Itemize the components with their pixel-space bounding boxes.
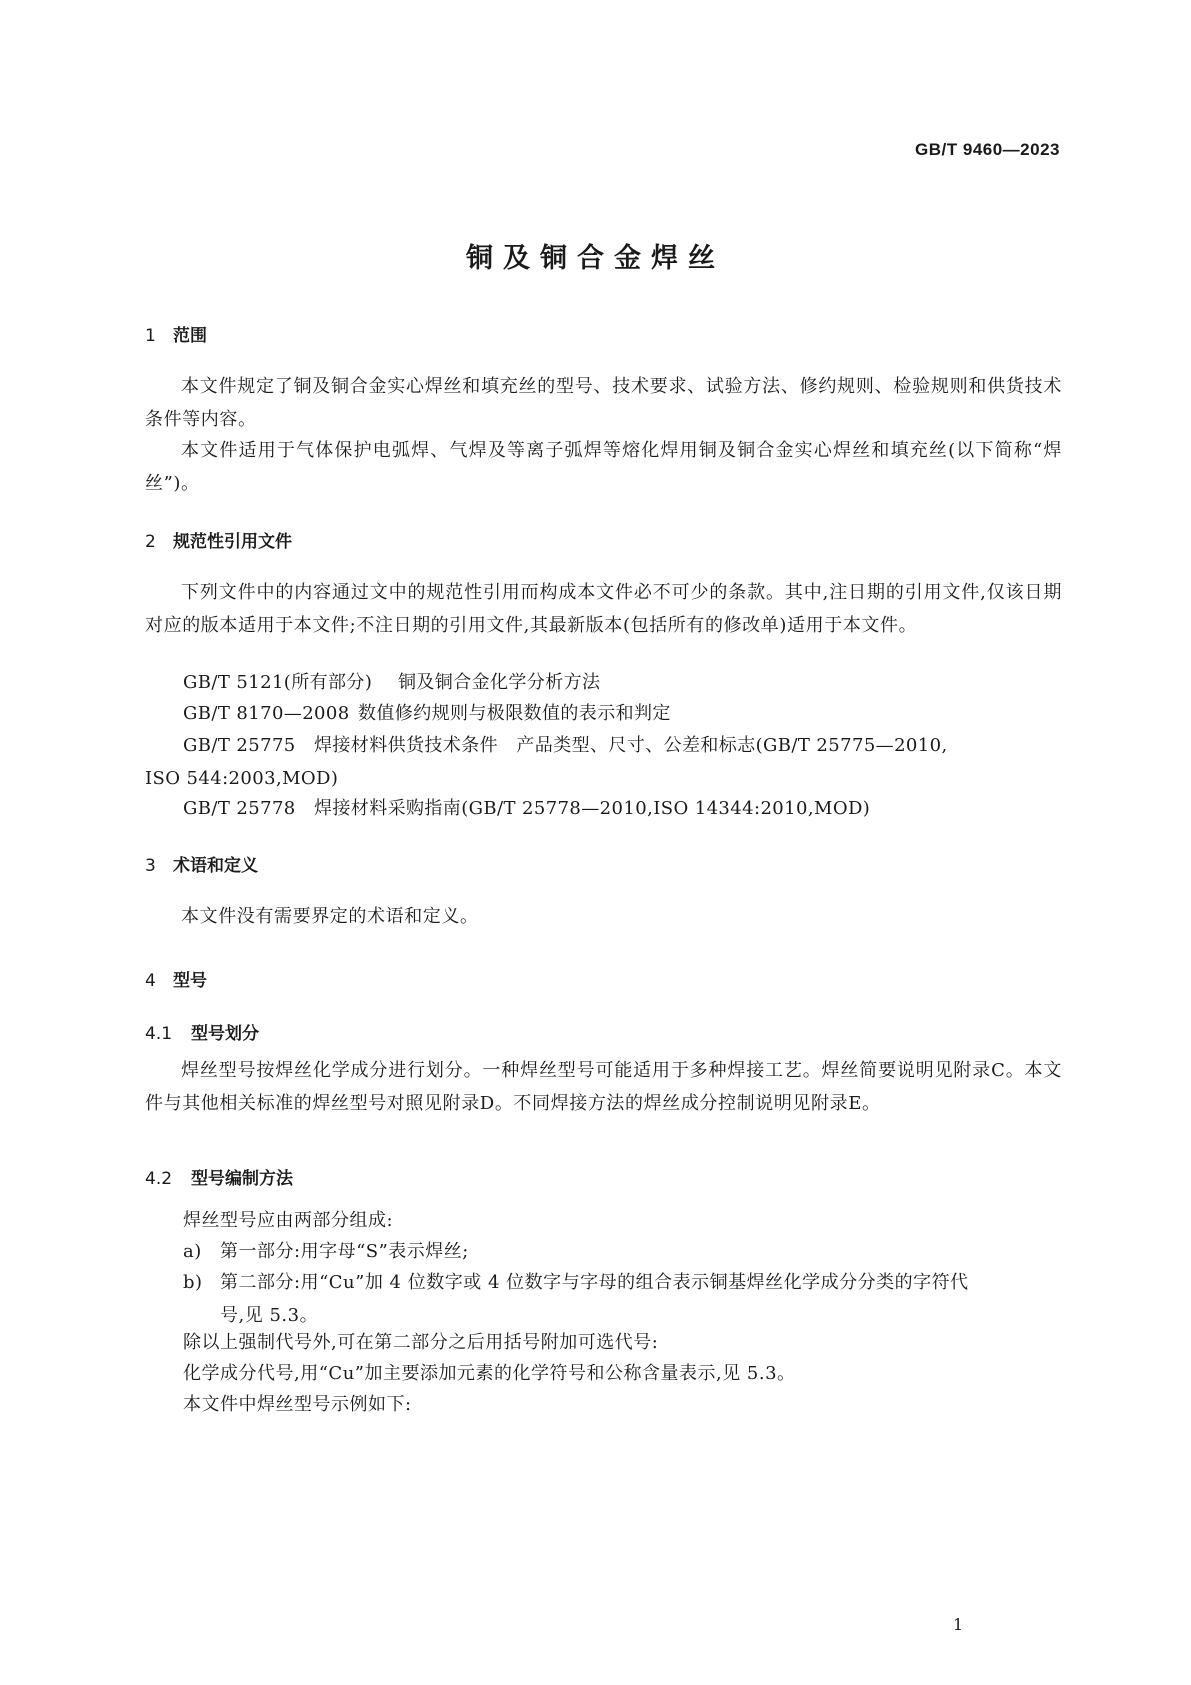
list-continuation: 号,见 5.3。: [220, 1305, 319, 1326]
paragraph: 本文件规定了铜及铜合金实心焊丝和填充丝的型号、技术要求、试验方法、修约规则、检验规则和供货技术条件等内容。: [145, 376, 1062, 430]
section-number: 1: [145, 326, 156, 346]
section-number: 4.2: [145, 1169, 173, 1189]
reference-title: 数值修约规则与极限数值的表示和判定: [358, 703, 671, 724]
reference-title: 铜及铜合金化学分析方法: [398, 672, 601, 693]
reference-item: [183, 792, 1063, 825]
reference-title: 焊接材料供货技术条件 产品类型、尺寸、公差和标志(GB/T 25775—2010,: [314, 735, 948, 756]
reference-item: [183, 666, 1063, 699]
section-2-heading: [145, 527, 292, 552]
reference-item: [145, 729, 1063, 795]
list-item: [183, 1266, 1063, 1332]
section-title: 术语和定义: [173, 856, 258, 876]
reference-code: GB/T 25775: [183, 735, 296, 756]
section-1-heading: [145, 321, 207, 346]
paragraph: 焊丝型号按焊丝化学成分进行划分。一种焊丝型号可能适用于多种焊接工艺。焊丝简要说明见附录C。本文件与其他相关标准的焊丝型号对照见附录D。不同焊接方法的焊丝成分控制说明见附录E。: [145, 1060, 1062, 1114]
paragraph: 焊丝型号应由两部分组成:: [183, 1210, 394, 1231]
paragraph: 本文件中焊丝型号示例如下:: [183, 1394, 412, 1415]
list-text: 第一部分:用字母“S”表示焊丝;: [220, 1241, 469, 1262]
reference-continuation: ISO 544:2003,MOD): [145, 768, 339, 789]
list-item: [183, 1235, 1063, 1268]
section-4-heading: [145, 966, 207, 991]
paragraph: 除以上强制代号外,可在第二部分之后用括号附加可选代号:: [183, 1332, 659, 1353]
section-3-heading: [145, 851, 258, 876]
paragraph: 本文件没有需要界定的术语和定义。: [181, 906, 479, 927]
list-text: 第二部分:用“Cu”加 4 位数字或 4 位数字与字母的组合表示铜基焊丝化学成分分类的字符代: [220, 1272, 969, 1293]
paragraph: 下列文件中的内容通过文中的规范性引用而构成本文件必不可少的条款。其中,注日期的引用文件,仅该日期对应的版本适用于本文件;不注日期的引用文件,其最新版本(包括所有的修改单)适用于本文件。: [145, 582, 1062, 636]
paragraph: 本文件适用于气体保护电弧焊、气焊及等离子弧焊等熔化焊用铜及铜合金实心焊丝和填充丝(以下简称“焊丝”)。: [145, 440, 1062, 494]
reference-title: 焊接材料采购指南(GB/T 25778—2010,ISO 14344:2010,MOD): [314, 798, 871, 819]
section-title: 型号编制方法: [191, 1169, 293, 1189]
section-title: 型号划分: [191, 1024, 259, 1044]
page-number: 1: [953, 1615, 964, 1634]
section-title: 规范性引用文件: [173, 532, 292, 552]
section-4-2-heading: [145, 1164, 293, 1189]
section-title: 型号: [173, 971, 207, 991]
reference-code: GB/T 8170—2008: [183, 703, 350, 724]
section-number: 4.1: [145, 1024, 173, 1044]
standard-number: GB/T 9460—2023: [915, 140, 1060, 159]
reference-code: GB/T 5121(所有部分): [183, 672, 373, 693]
list-label: a): [183, 1241, 202, 1262]
reference-code: GB/T 25778: [183, 798, 296, 819]
section-number: 2: [145, 532, 156, 552]
paragraph: 化学成分代号,用“Cu”加主要添加元素的化学符号和公称含量表示,见 5.3。: [183, 1363, 796, 1384]
reference-item: [183, 697, 1063, 730]
section-4-1-heading: [145, 1019, 259, 1044]
section-number: 4: [145, 971, 156, 991]
section-number: 3: [145, 856, 156, 876]
list-label: b): [183, 1272, 203, 1293]
document-title: 铜及铜合金焊丝: [466, 243, 725, 274]
section-title: 范围: [173, 326, 207, 346]
